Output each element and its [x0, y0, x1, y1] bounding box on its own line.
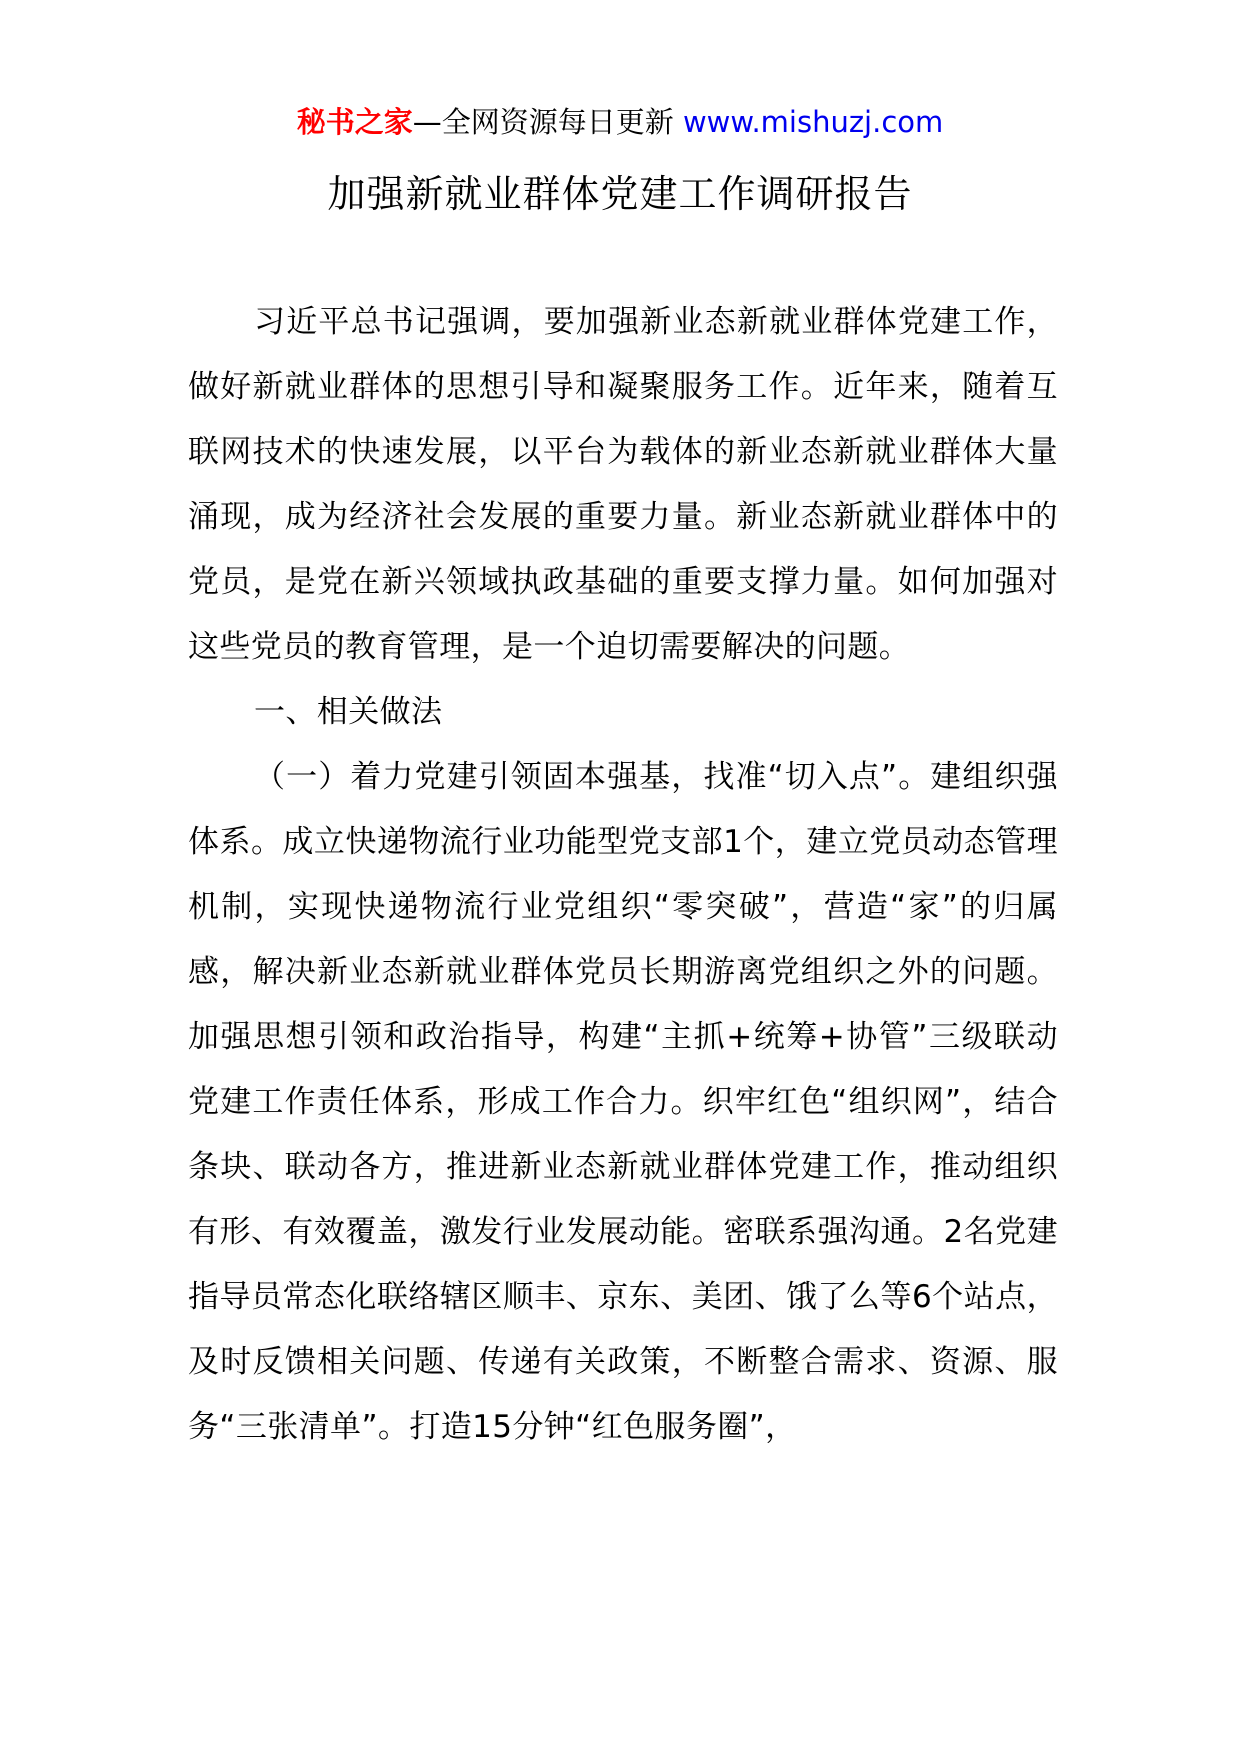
banner-slogan: —全网资源每日更新 [412, 105, 674, 139]
intro-paragraph: 习近平总书记强调，要加强新业态新就业群体党建工作，做好新就业群体的思想引导和凝聚服务工作。近年来，随着互联网技术的快速发展，以平台为载体的新业态新就业群体大量涌现，成为经济社会发展的重要力量。新业态新就业群体中的党员，是党在新兴领域执政基础的重要支撑力量。如何加强对这些党员的教育管理，是一个迫切需要解决的问题。 [188, 304, 1058, 665]
document-title: 加强新就业群体党建工作调研报告 [327, 172, 913, 216]
brand-name: 秘书之家 [296, 105, 413, 139]
document-body [188, 290, 1058, 1460]
site-url-link[interactable]: www.mishuzj.com [682, 105, 944, 139]
section-heading: 一、相关做法 [254, 694, 443, 730]
subsection-paragraph: （一）着力党建引领固本强基，找准“切入点”。建组织强体系。成立快递物流行业功能型党支部1个，建立党员动态管理机制，实现快递物流行业党组织“零突破”，营造“家”的归属感，解决新业态新就业群体党员长期游离党组织之外的问题。加强思想引领和政治指导，构建“主抓+统筹+协管”三级联动党建工作责任体系，形成工作合力。织牢红色“组织网”，结合条块、联动各方，推进新业态新就业群体党建工作，推动组织有形、有效覆盖，激发行业发展动能。密联系强沟通。2名党建指导员常态化联络辖区顺丰、京东、美团、饿了么等6个站点，及时反馈相关问题、传递有关政策，不断整合需求、资源、服务“三张清单”。打造15分钟“红色服务圈”， [188, 759, 1058, 1445]
site-banner [0, 100, 1240, 144]
